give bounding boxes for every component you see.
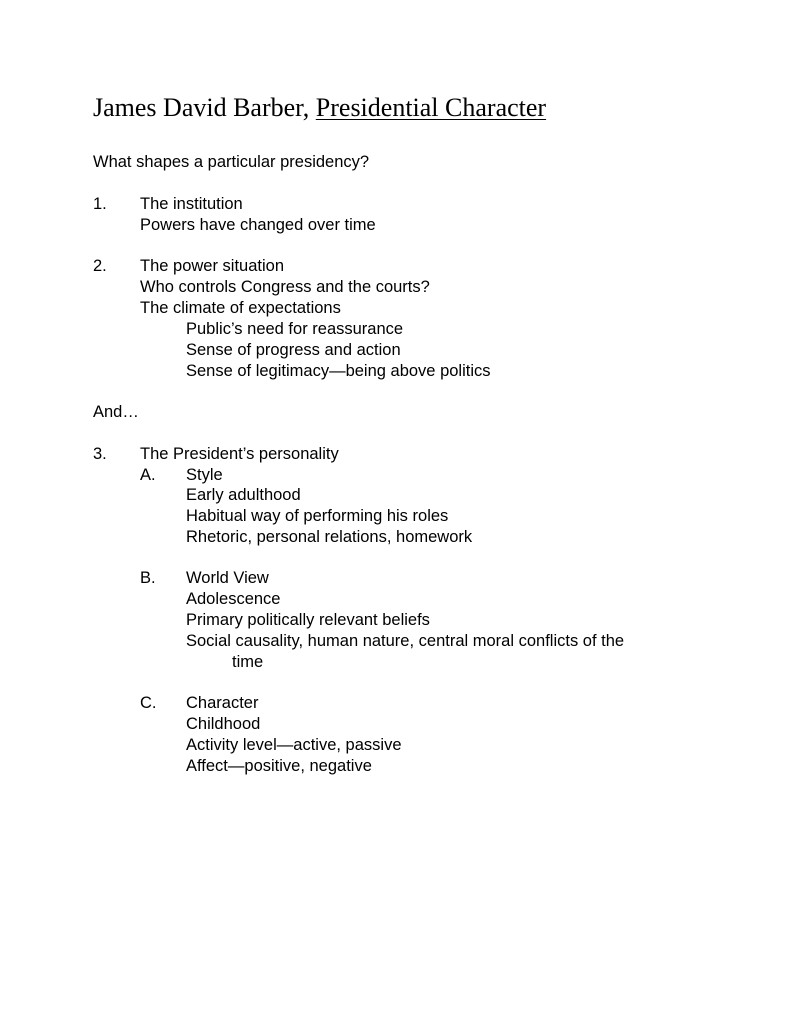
item-1-number: 1. (93, 195, 107, 213)
section-a-line-1: Early adulthood (186, 486, 301, 504)
section-c-line-2: Activity level—active, passive (186, 736, 402, 754)
section-a-label: Style (186, 466, 223, 484)
section-c-line-1: Childhood (186, 715, 261, 733)
section-b-letter: B. (140, 569, 156, 587)
section-c-line-3: Affect—positive, negative (186, 757, 372, 775)
title-author: James David Barber, (93, 93, 316, 122)
item-3-label: The President’s personality (140, 445, 339, 463)
document-title (93, 91, 546, 125)
item-1-label: The institution (140, 195, 243, 213)
item-2-line-1: Who controls Congress and the courts? (140, 278, 430, 296)
section-b-line-3: Social causality, human nature, central moral conflicts of the (186, 632, 625, 650)
item-2-subline-2: Sense of progress and action (186, 341, 401, 359)
title-book: Presidential Character (315, 93, 547, 122)
section-b-line-2: Primary politically relevant beliefs (186, 611, 430, 629)
section-c-label: Character (186, 694, 259, 712)
item-2-subline-1: Public’s need for reassurance (186, 320, 404, 338)
item-2-label: The power situation (140, 257, 284, 275)
section-b-label: World View (186, 569, 269, 587)
section-b-line-1: Adolescence (186, 590, 281, 608)
item-1-line-1: Powers have changed over time (140, 216, 376, 234)
item-3-number: 3. (93, 445, 107, 463)
item-2-line-2: The climate of expectations (140, 299, 341, 317)
section-c-letter: C. (140, 694, 157, 712)
intro-question: What shapes a particular presidency? (93, 153, 370, 171)
item-2-number: 2. (93, 257, 107, 275)
item-2-subline-3: Sense of legitimacy—being above politics (186, 362, 491, 380)
section-a-line-3: Rhetoric, personal relations, homework (186, 528, 473, 546)
section-a-letter: A. (140, 466, 156, 484)
section-b-line-4: time (232, 653, 264, 671)
section-a-line-2: Habitual way of performing his roles (186, 507, 449, 525)
and-text: And… (93, 403, 139, 421)
